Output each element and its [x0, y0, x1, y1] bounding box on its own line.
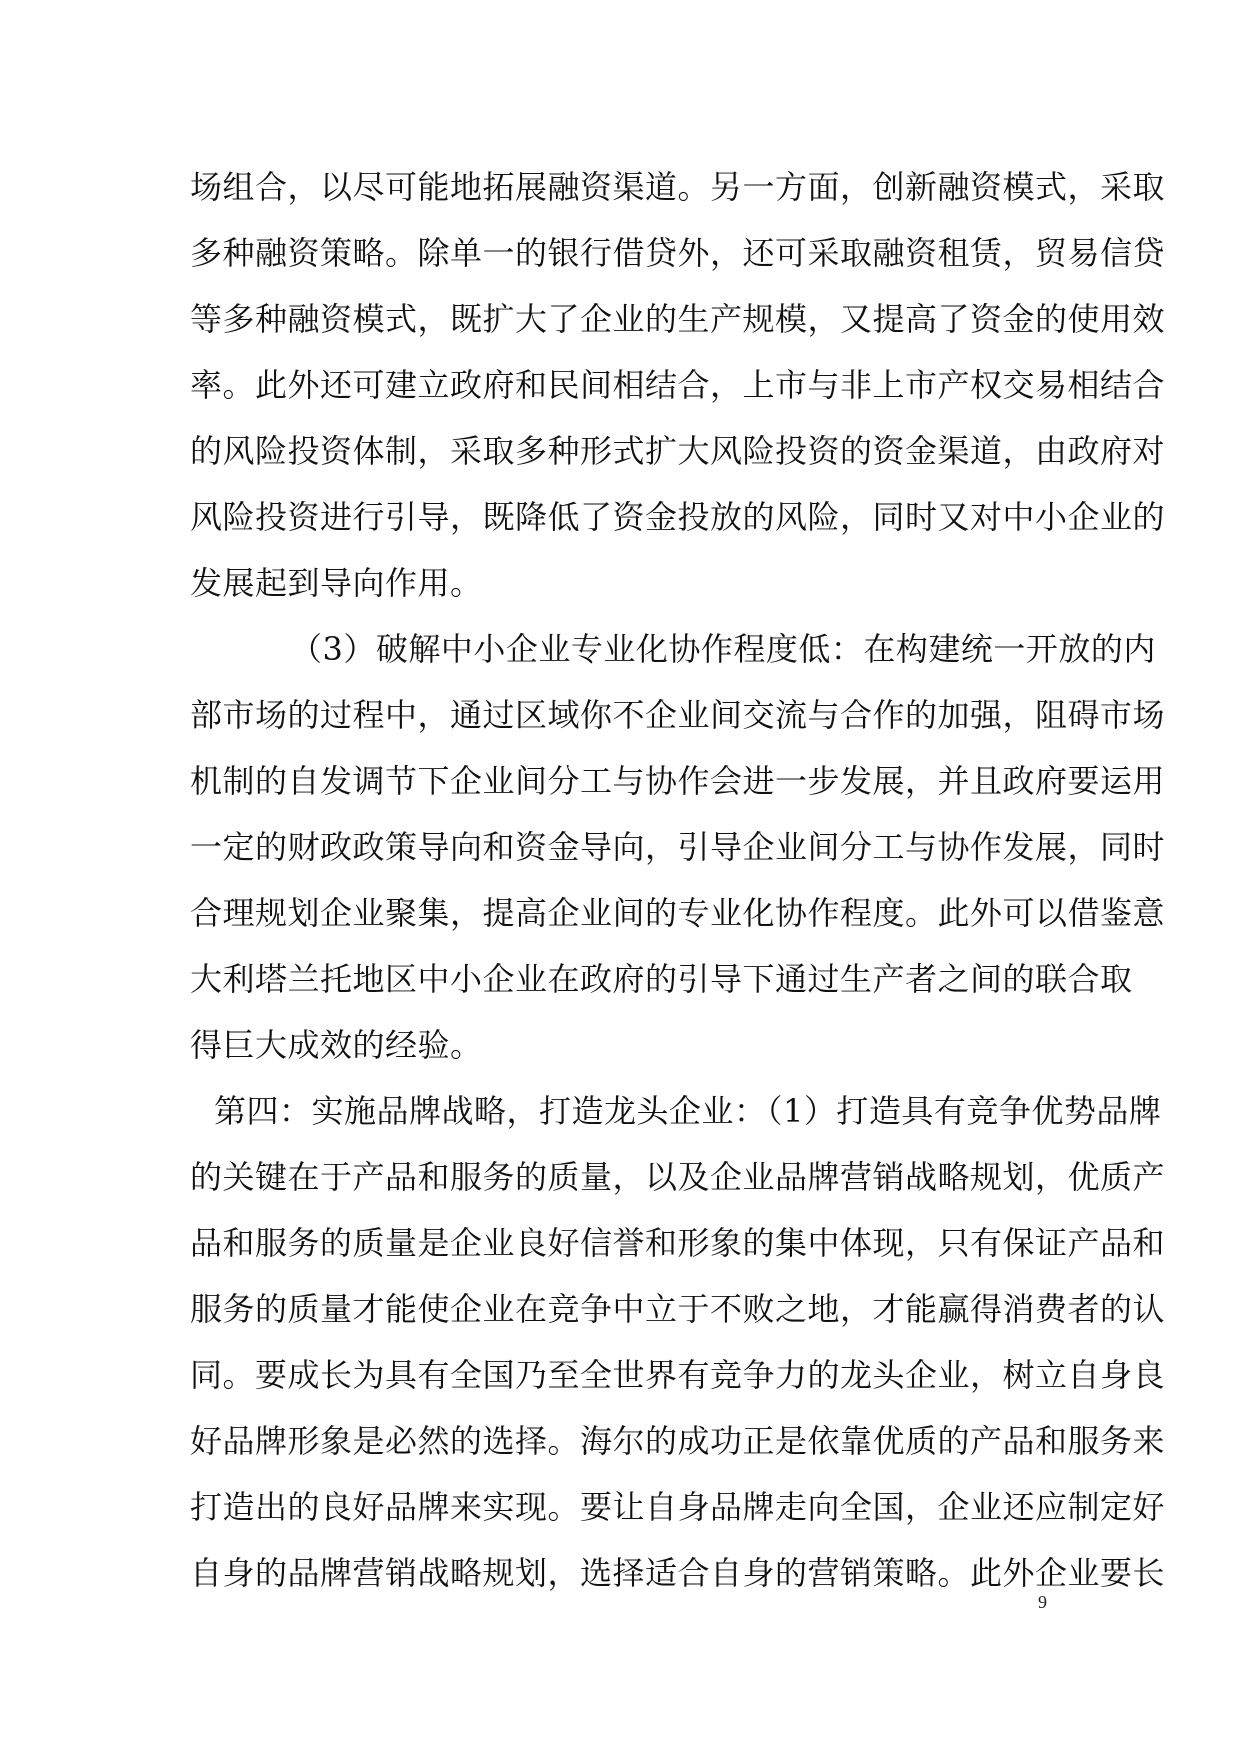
body-text — [190, 154, 1166, 1606]
text-line: 服务的质量才能使企业在竞争中立于不败之地，才能赢得消费者的认 — [190, 1290, 1166, 1328]
text-line: 部市场的过程中，通过区域你不企业间交流与合作的加强，阻碍市场 — [190, 696, 1166, 734]
text-line: 场组合，以尽可能地拓展融资渠道。另一方面，创新融资模式，采取 — [190, 168, 1166, 206]
text-line: 自身的品牌营销战略规划，选择适合自身的营销策略。此外企业要长 — [190, 1554, 1166, 1592]
text-line: 发展起到导向作用。 — [190, 564, 483, 602]
text-line: （3）破解中小企业专业化协作程度低：在构建统一开放的内 — [290, 630, 1156, 668]
text-line: 打造出的良好品牌来实现。要让自身品牌走向全国，企业还应制定好 — [190, 1488, 1166, 1526]
text-line: 等多种融资模式，既扩大了企业的生产规模，又提高了资金的使用效 — [190, 300, 1166, 338]
text-line: 得巨大成效的经验。 — [190, 1026, 483, 1064]
text-line: 好品牌形象是必然的选择。海尔的成功正是依靠优质的产品和服务来 — [190, 1422, 1166, 1460]
text-line: 机制的自发调节下企业间分工与协作会进一步发展，并且政府要运用 — [190, 762, 1166, 800]
text-line: 同。要成长为具有全国乃至全世界有竞争力的龙头企业，树立自身良 — [190, 1356, 1166, 1394]
text-line: 的风险投资体制，采取多种形式扩大风险投资的资金渠道，由政府对 — [190, 432, 1166, 470]
text-line: 风险投资进行引导，既降低了资金投放的风险，同时又对中小企业的 — [190, 498, 1166, 536]
text-line: 多种融资策略。除单一的银行借贷外，还可采取融资租赁，贸易信贷 — [190, 234, 1166, 272]
text-line: 品和服务的质量是企业良好信誉和形象的集中体现，只有保证产品和 — [190, 1224, 1166, 1262]
text-line: 第四：实施品牌战略，打造龙头企业：（1）打造具有竞争优势品牌 — [214, 1092, 1162, 1130]
text-line: 的关键在于产品和服务的质量，以及企业品牌营销战略规划，优质产 — [190, 1158, 1166, 1196]
text-line: 一定的财政政策导向和资金导向，引导企业间分工与协作发展，同时 — [190, 828, 1166, 866]
text-line: 率。此外还可建立政府和民间相结合，上市与非上市产权交易相结合 — [190, 366, 1166, 404]
text-line: 大利塔兰托地区中小企业在政府的引导下通过生产者之间的联合取 — [190, 960, 1133, 998]
text-line: 合理规划企业聚集，提高企业间的专业化协作程度。此外可以借鉴意 — [190, 894, 1166, 932]
page-number: 9 — [1038, 1592, 1047, 1612]
